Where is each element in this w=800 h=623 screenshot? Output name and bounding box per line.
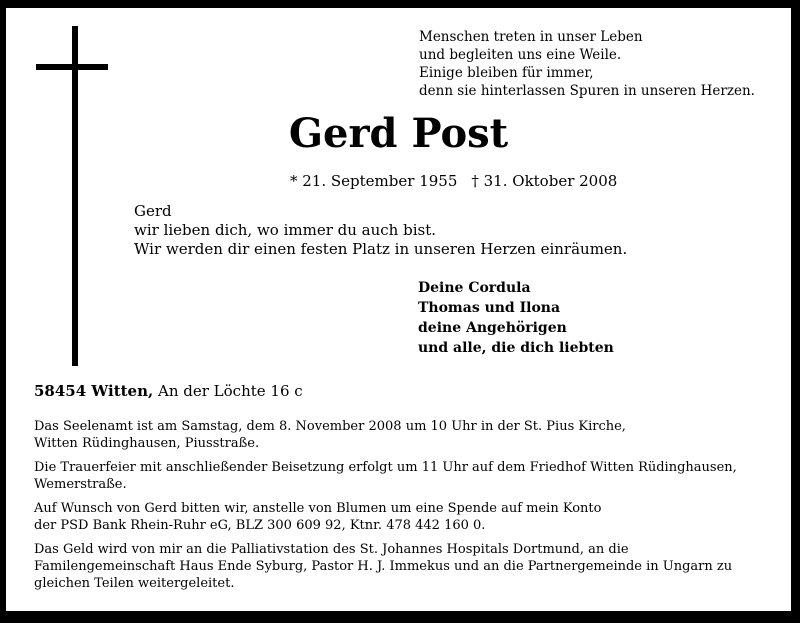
message-line: Gerd [134,202,172,220]
personal-message [134,202,627,259]
mourner: und alle, die dich liebten [418,340,614,356]
address-street: An der Löchte 16 c [158,382,303,400]
detail-paragraph [34,500,774,534]
poem-line: Menschen treten in unser Leben [419,29,643,45]
deceased-name: Gerd Post [288,110,509,157]
mourners-list [418,278,614,358]
mourner: deine Angehörigen [418,320,567,336]
detail-line: Wemerstraße. [34,477,127,492]
mourner: Deine Cordula [418,280,531,296]
detail-line: Die Trauerfeier mit anschließender Beisetzung erfolgt um 11 Uhr auf dem Friedhof Witten Rüdinghausen, [34,460,737,475]
detail-line: Das Geld wird von mir an die Palliativstation des St. Johannes Hospitals Dortmund, an die [34,542,629,557]
message-line: Wir werden dir einen festen Platz in unseren Herzen einräumen. [134,240,628,258]
detail-line: Das Seelenamt ist am Samstag, dem 8. November 2008 um 10 Uhr in der St. Pius Kirche, [34,419,626,434]
obituary-notice [6,8,791,611]
poem [419,28,755,100]
poem-line: denn sie hinterlassen Spuren in unseren Herzen. [419,83,755,99]
birth-date: * 21. September 1955 [290,172,458,190]
poem-line: und begleiten uns eine Weile. [419,47,622,63]
detail-line: der PSD Bank Rhein-Ruhr eG, BLZ 300 609 92, Ktnr. 478 442 160 0. [34,518,486,533]
detail-paragraph [34,541,774,592]
detail-paragraph [34,418,774,452]
poem-line: Einige bleiben für immer, [419,65,594,81]
cross-icon [72,26,78,366]
detail-line: Witten Rüdinghausen, Piusstraße. [34,436,260,451]
detail-line: gleichen Teilen weitergeleitet. [34,576,235,591]
mourner: Thomas und Ilona [418,300,561,316]
detail-paragraph [34,459,774,493]
message-line: wir lieben dich, wo immer du auch bist. [134,221,437,239]
detail-line: Auf Wunsch von Gerd bitten wir, anstelle von Blumen um eine Spende auf mein Konto [34,501,602,516]
address [34,382,303,400]
address-city: 58454 Witten, [34,382,154,400]
detail-line: Familengemeinschaft Haus Ende Syburg, Pastor H. J. Immekus und an die Partnergemeinde in Ungarn zu [34,559,733,574]
death-date: † 31. Oktober 2008 [471,172,618,190]
service-details [34,418,774,599]
cross-icon-bar [36,64,108,70]
life-dates [290,172,617,190]
